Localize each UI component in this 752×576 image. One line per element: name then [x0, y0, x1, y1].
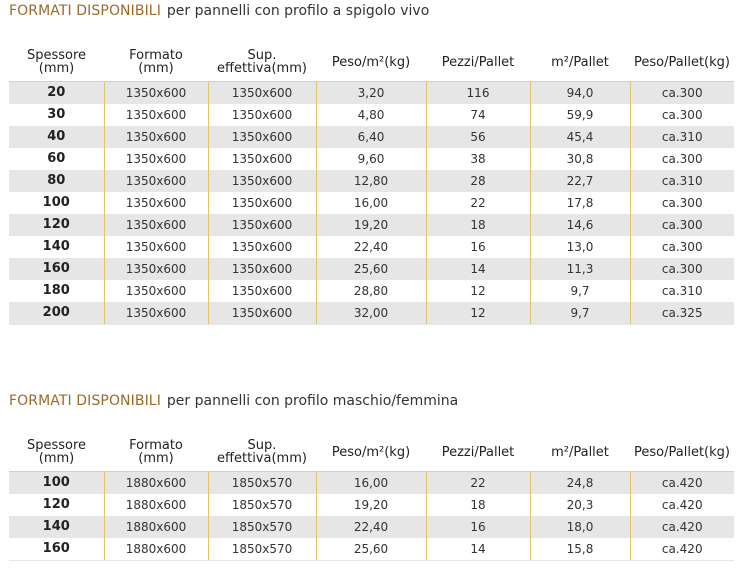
cell-superficie: 1350x600: [208, 104, 316, 126]
table-row: [9, 170, 734, 192]
formats-table-maschio-femmina: [9, 434, 734, 561]
table-row: [9, 538, 734, 561]
cell-m2-pallet: 18,0: [530, 516, 630, 538]
cell-superficie: 1350x600: [208, 81, 316, 104]
header-formato: Formato (mm): [104, 434, 208, 471]
cell-superficie: 1350x600: [208, 280, 316, 302]
cell-superficie: 1850x570: [208, 516, 316, 538]
table-row: [9, 516, 734, 538]
cell-peso-m2: 12,80: [316, 170, 426, 192]
cell-m2-pallet: 9,7: [530, 280, 630, 302]
cell-formato: 1880x600: [104, 516, 208, 538]
table-row: [9, 214, 734, 236]
header-pezzi-pallet: Pezzi/Pallet: [426, 44, 530, 81]
table-row: [9, 280, 734, 302]
cell-peso-m2: 22,40: [316, 236, 426, 258]
cell-pezzi-pallet: 22: [426, 192, 530, 214]
cell-m2-pallet: 14,6: [530, 214, 630, 236]
cell-peso-pallet: ca.420: [630, 538, 734, 561]
cell-peso-pallet: ca.300: [630, 148, 734, 170]
cell-peso-pallet: ca.325: [630, 302, 734, 325]
table-header-row: [9, 434, 734, 471]
cell-formato: 1350x600: [104, 280, 208, 302]
cell-m2-pallet: 13,0: [530, 236, 630, 258]
cell-formato: 1350x600: [104, 170, 208, 192]
table-row: [9, 236, 734, 258]
cell-spessore: 180: [9, 280, 104, 302]
header-peso-m2: Peso/m²(kg): [316, 44, 426, 81]
table-header-row: [9, 44, 734, 81]
cell-pezzi-pallet: 38: [426, 148, 530, 170]
cell-pezzi-pallet: 12: [426, 280, 530, 302]
cell-pezzi-pallet: 12: [426, 302, 530, 325]
header-spessore: Spessore (mm): [9, 44, 104, 81]
header-superficie-effettiva: Sup. effettiva(mm): [208, 434, 316, 471]
header-m2-pallet: m²/Pallet: [530, 434, 630, 471]
cell-spessore: 30: [9, 104, 104, 126]
cell-peso-pallet: ca.420: [630, 471, 734, 494]
cell-spessore: 140: [9, 236, 104, 258]
table-body: [9, 471, 734, 560]
header-peso-m2: Peso/m²(kg): [316, 434, 426, 471]
cell-pezzi-pallet: 14: [426, 538, 530, 561]
section-subtitle: per pannelli con profilo a spigolo vivo: [166, 3, 430, 19]
cell-formato: 1880x600: [104, 538, 208, 561]
cell-superficie: 1850x570: [208, 494, 316, 516]
cell-spessore: 60: [9, 148, 104, 170]
table-row: [9, 192, 734, 214]
cell-spessore: 120: [9, 214, 104, 236]
cell-peso-m2: 25,60: [316, 258, 426, 280]
cell-pezzi-pallet: 22: [426, 471, 530, 494]
header-pezzi-pallet: Pezzi/Pallet: [426, 434, 530, 471]
header-m2-pallet: m²/Pallet: [530, 44, 630, 81]
section-subtitle: per pannelli con profilo maschio/femmina: [166, 393, 459, 409]
cell-spessore: 160: [9, 538, 104, 561]
cell-formato: 1350x600: [104, 214, 208, 236]
cell-superficie: 1350x600: [208, 126, 316, 148]
cell-spessore: 80: [9, 170, 104, 192]
table-row: [9, 104, 734, 126]
header-peso-pallet: Peso/Pallet(kg): [630, 434, 734, 471]
cell-peso-pallet: ca.310: [630, 126, 734, 148]
header-peso-pallet: Peso/Pallet(kg): [630, 44, 734, 81]
cell-m2-pallet: 11,3: [530, 258, 630, 280]
cell-peso-pallet: ca.420: [630, 516, 734, 538]
section-keyword: FORMATI DISPONIBILI: [9, 393, 161, 409]
cell-m2-pallet: 20,3: [530, 494, 630, 516]
cell-pezzi-pallet: 16: [426, 516, 530, 538]
cell-peso-pallet: ca.300: [630, 81, 734, 104]
cell-superficie: 1350x600: [208, 148, 316, 170]
cell-formato: 1880x600: [104, 471, 208, 494]
cell-m2-pallet: 15,8: [530, 538, 630, 561]
cell-peso-pallet: ca.300: [630, 258, 734, 280]
cell-pezzi-pallet: 18: [426, 214, 530, 236]
cell-m2-pallet: 59,9: [530, 104, 630, 126]
cell-m2-pallet: 24,8: [530, 471, 630, 494]
cell-superficie: 1350x600: [208, 214, 316, 236]
cell-superficie: 1850x570: [208, 538, 316, 561]
cell-peso-m2: 25,60: [316, 538, 426, 561]
cell-superficie: 1350x600: [208, 258, 316, 280]
cell-formato: 1350x600: [104, 236, 208, 258]
cell-superficie: 1350x600: [208, 192, 316, 214]
cell-spessore: 200: [9, 302, 104, 325]
section-title-maschio-femmina: [9, 393, 458, 409]
cell-peso-m2: 22,40: [316, 516, 426, 538]
cell-superficie: 1350x600: [208, 302, 316, 325]
cell-peso-m2: 16,00: [316, 192, 426, 214]
table-row: [9, 471, 734, 494]
cell-pezzi-pallet: 18: [426, 494, 530, 516]
table-row: [9, 302, 734, 325]
cell-peso-m2: 19,20: [316, 214, 426, 236]
cell-peso-pallet: ca.300: [630, 192, 734, 214]
cell-m2-pallet: 30,8: [530, 148, 630, 170]
cell-spessore: 20: [9, 81, 104, 104]
cell-spessore: 100: [9, 471, 104, 494]
cell-spessore: 140: [9, 516, 104, 538]
cell-formato: 1880x600: [104, 494, 208, 516]
cell-formato: 1350x600: [104, 302, 208, 325]
formats-table-spigolo-vivo: [9, 44, 734, 325]
section-title-spigolo-vivo: [9, 3, 429, 19]
table-row: [9, 494, 734, 516]
table-row: [9, 148, 734, 170]
cell-formato: 1350x600: [104, 192, 208, 214]
cell-peso-m2: 32,00: [316, 302, 426, 325]
table-row: [9, 126, 734, 148]
cell-pezzi-pallet: 28: [426, 170, 530, 192]
cell-pezzi-pallet: 74: [426, 104, 530, 126]
cell-formato: 1350x600: [104, 126, 208, 148]
table-row: [9, 81, 734, 104]
cell-peso-pallet: ca.300: [630, 236, 734, 258]
cell-formato: 1350x600: [104, 81, 208, 104]
cell-spessore: 100: [9, 192, 104, 214]
cell-pezzi-pallet: 56: [426, 126, 530, 148]
cell-peso-m2: 3,20: [316, 81, 426, 104]
cell-spessore: 40: [9, 126, 104, 148]
cell-m2-pallet: 9,7: [530, 302, 630, 325]
table-row: [9, 258, 734, 280]
header-superficie-effettiva: Sup. effettiva(mm): [208, 44, 316, 81]
cell-formato: 1350x600: [104, 104, 208, 126]
cell-peso-pallet: ca.310: [630, 170, 734, 192]
cell-peso-pallet: ca.300: [630, 104, 734, 126]
cell-m2-pallet: 17,8: [530, 192, 630, 214]
cell-pezzi-pallet: 14: [426, 258, 530, 280]
cell-peso-m2: 28,80: [316, 280, 426, 302]
cell-m2-pallet: 22,7: [530, 170, 630, 192]
table-body: [9, 81, 734, 324]
header-formato: Formato (mm): [104, 44, 208, 81]
cell-peso-m2: 4,80: [316, 104, 426, 126]
cell-peso-m2: 9,60: [316, 148, 426, 170]
cell-m2-pallet: 94,0: [530, 81, 630, 104]
cell-formato: 1350x600: [104, 258, 208, 280]
cell-peso-pallet: ca.300: [630, 214, 734, 236]
cell-formato: 1350x600: [104, 148, 208, 170]
cell-superficie: 1350x600: [208, 236, 316, 258]
cell-superficie: 1350x600: [208, 170, 316, 192]
cell-m2-pallet: 45,4: [530, 126, 630, 148]
cell-peso-m2: 6,40: [316, 126, 426, 148]
cell-peso-pallet: ca.420: [630, 494, 734, 516]
cell-superficie: 1850x570: [208, 471, 316, 494]
header-spessore: Spessore (mm): [9, 434, 104, 471]
cell-pezzi-pallet: 116: [426, 81, 530, 104]
cell-spessore: 160: [9, 258, 104, 280]
section-keyword: FORMATI DISPONIBILI: [9, 3, 161, 19]
cell-peso-m2: 19,20: [316, 494, 426, 516]
cell-pezzi-pallet: 16: [426, 236, 530, 258]
cell-spessore: 120: [9, 494, 104, 516]
cell-peso-pallet: ca.310: [630, 280, 734, 302]
cell-peso-m2: 16,00: [316, 471, 426, 494]
